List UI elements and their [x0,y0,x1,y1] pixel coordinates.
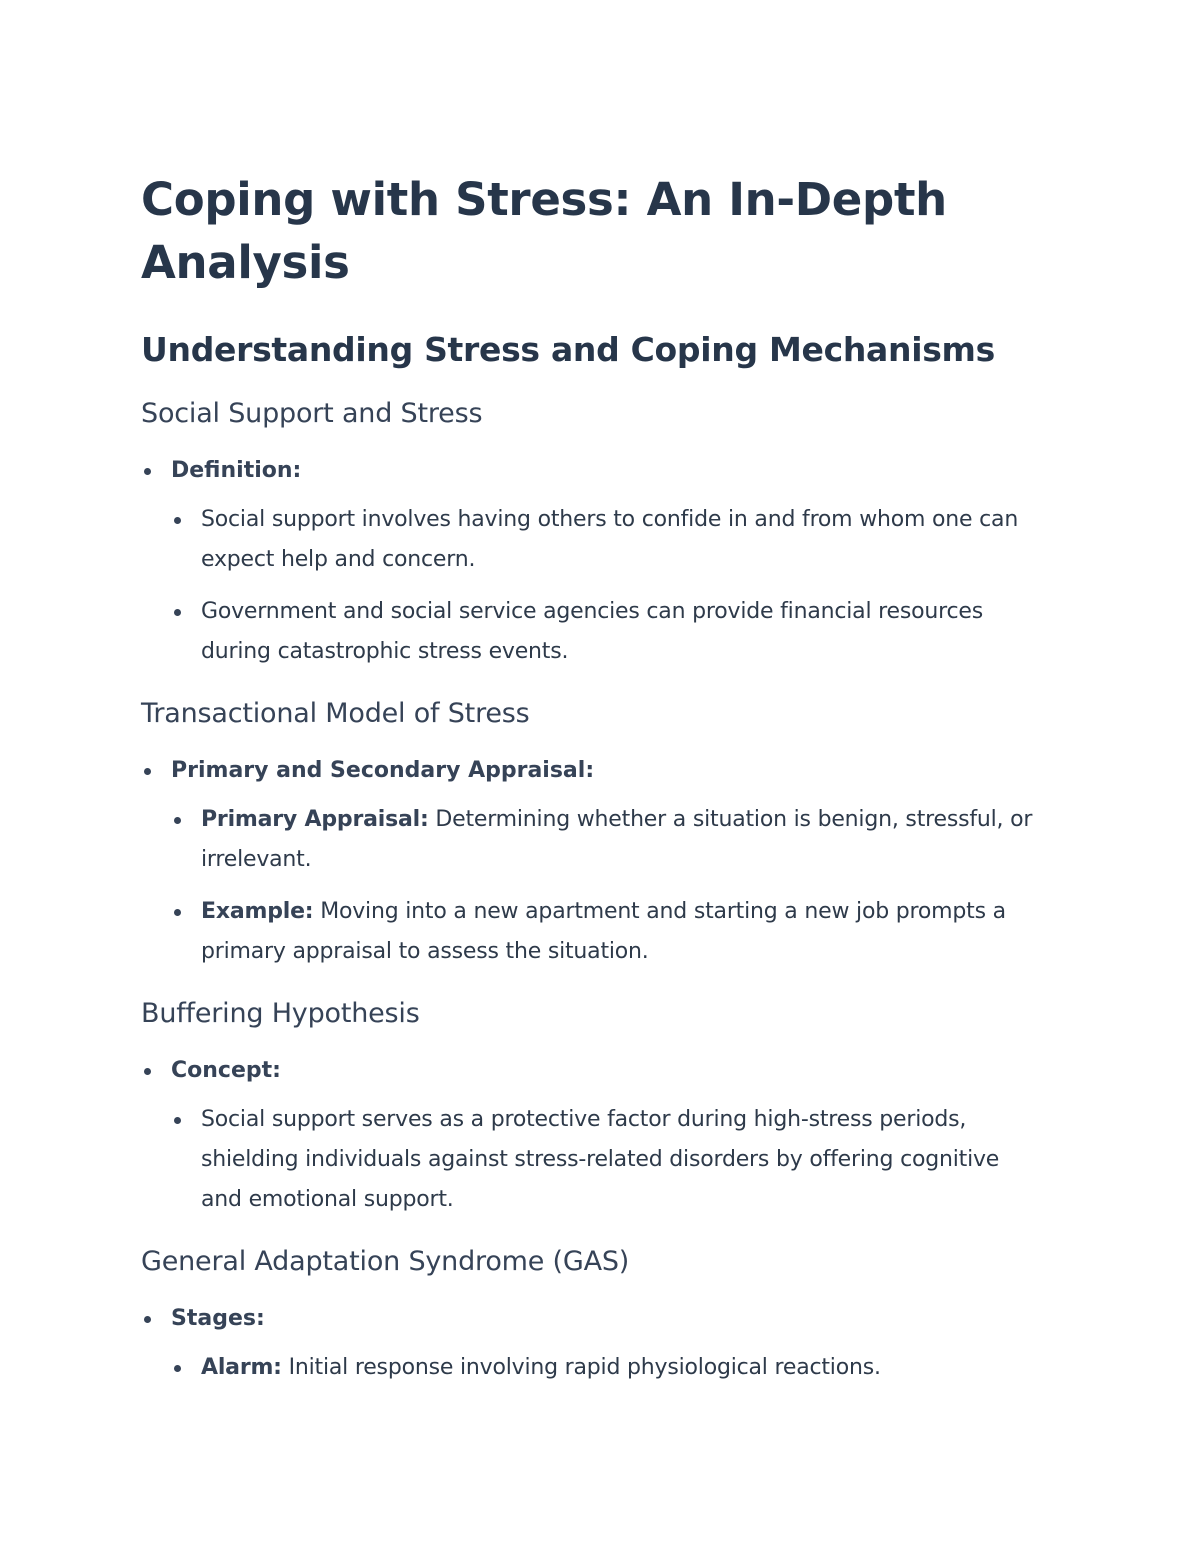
bullet-icon [174,517,181,524]
bullet-icon [174,609,181,616]
bullet-icon [144,1316,151,1323]
item-text: Government and social service agencies can provide financial resources during catastrophic stress events. [201,599,983,664]
list-item [141,1302,1041,1388]
list-item [171,500,1041,580]
item-lead: Example: [201,899,314,924]
item-text: Determining whether a situation is benign, stressful, or irrelevant. [201,807,1033,872]
item-lead: Primary Appraisal: [201,807,429,832]
sub-list [171,500,1041,672]
bullet-icon [144,468,151,475]
term-label: Concept: [171,1058,281,1083]
list-item [171,800,1041,880]
item-text: Social support involves having others to confide in and from whom one can expect help and concern. [201,507,1019,572]
sub-list [171,1348,1041,1388]
list-item [171,592,1041,672]
subsection-heading-buffering-hypothesis: Buffering Hypothesis [141,998,420,1029]
list-item [171,1348,1041,1388]
list-item [171,1100,1041,1220]
subsection-heading-gas: General Adaptation Syndrome (GAS) [141,1246,630,1277]
list-item [171,892,1041,972]
subsection-list [141,1302,1041,1388]
sub-list [171,800,1041,972]
subsection-heading-social-support: Social Support and Stress [141,398,483,429]
list-item [141,454,1041,672]
subsection-list [141,754,1041,972]
bullet-icon [174,817,181,824]
bullet-icon [144,1068,151,1075]
bullet-icon [174,909,181,916]
document-page [141,168,1041,1388]
term-label: Stages: [171,1306,265,1331]
item-lead: Alarm: [201,1355,282,1380]
subsection-heading-transactional-model: Transactional Model of Stress [141,698,530,729]
term-label: Primary and Secondary Appraisal: [171,758,595,783]
sub-list [171,1100,1041,1220]
bullet-icon [144,768,151,775]
item-text: Moving into a new apartment and starting a new job prompts a primary appraisal to assess the situation. [201,899,1006,964]
document-title: Coping with Stress: An In-Depth Analysis [141,173,947,289]
list-item [141,754,1041,972]
item-text: Initial response involving rapid physiological reactions. [281,1355,881,1380]
section-heading: Understanding Stress and Coping Mechanisms [141,330,995,369]
bullet-icon [174,1365,181,1372]
bullet-icon [174,1117,181,1124]
item-text: Social support serves as a protective factor during high-stress periods, shielding individuals against stress-related disorders by offering cognitive and emotional support. [201,1107,1000,1212]
term-label: Definition: [171,458,302,483]
subsection-list [141,1054,1041,1220]
list-item [141,1054,1041,1220]
subsection-list [141,454,1041,672]
